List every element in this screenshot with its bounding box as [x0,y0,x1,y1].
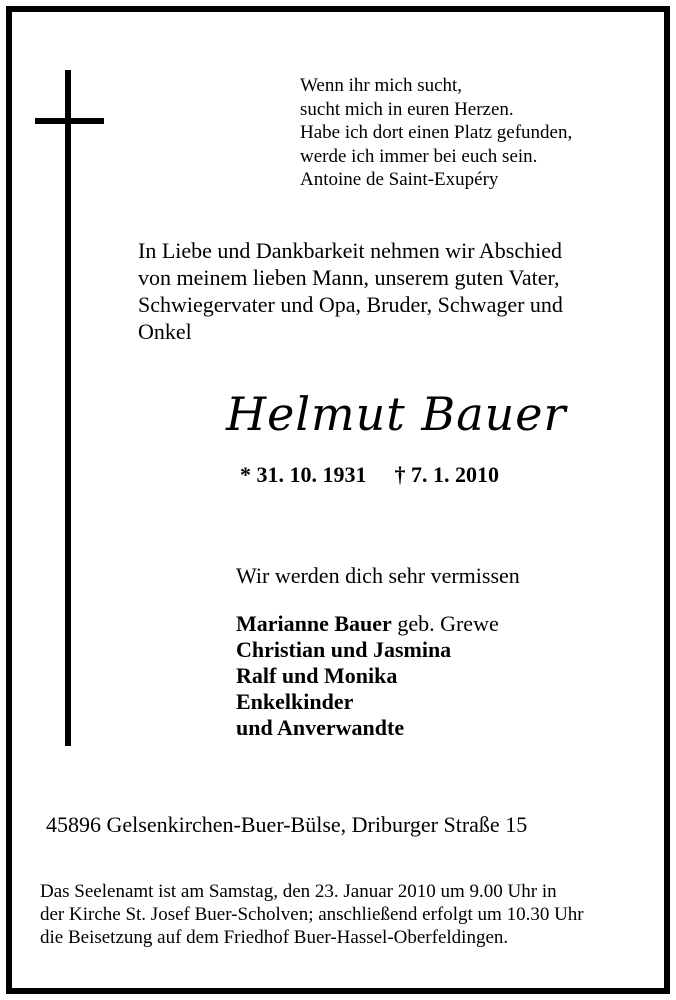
family-member: Enkelkinder [236,689,354,714]
address: 45896 Gelsenkirchen-Buer-Bülse, Driburger Straße 15 [46,812,528,837]
quote-line: werde ich immer bei euch sein. [300,145,538,167]
birth-date: * 31. 10. 1931 [240,462,367,487]
intro-line: Schwiegervater und Opa, Bruder, Schwager und [138,292,563,317]
family-member: Christian und Jasmina [236,637,452,662]
service-line: die Beisetzung auf dem Friedhof Buer-Hassel-Oberfeldingen. [40,927,509,948]
intro-line: In Liebe und Dankbarkeit nehmen wir Abschied [138,238,562,263]
quote-line: sucht mich in euren Herzen. [300,98,514,120]
family-list [236,611,499,741]
service-info [40,880,632,949]
intro-line: Onkel [138,319,192,344]
miss-text: Wir werden dich sehr vermissen [236,563,520,588]
service-line: Das Seelenamt ist am Samstag, den 23. Januar 2010 um 9.00 Uhr in [40,881,557,902]
cross-icon-bar [35,118,104,124]
life-dates [240,462,499,488]
family-member: Ralf und Monika [236,663,398,688]
cross-icon [65,70,71,746]
family-member-widow [236,611,499,637]
intro-line: von meinem lieben Mann, unserem guten Vater, [138,265,560,290]
death-date: † 7. 1. 2010 [394,462,499,487]
widow-name: Marianne Bauer [236,611,392,636]
quote-line: Wenn ihr mich sucht, [300,75,463,96]
quote-author: Antoine de Saint-Exupéry [300,169,499,190]
quote-block [300,74,572,192]
intro-text [138,237,563,345]
deceased-name: Helmut Bauer [226,387,567,441]
service-line: der Kirche St. Josef Buer-Scholven; anschließend erfolgt um 10.30 Uhr [40,904,584,925]
quote-line: Habe ich dort einen Platz gefunden, [300,122,573,143]
widow-maiden-name: geb. Grewe [391,611,499,636]
family-member: und Anverwandte [236,715,405,740]
